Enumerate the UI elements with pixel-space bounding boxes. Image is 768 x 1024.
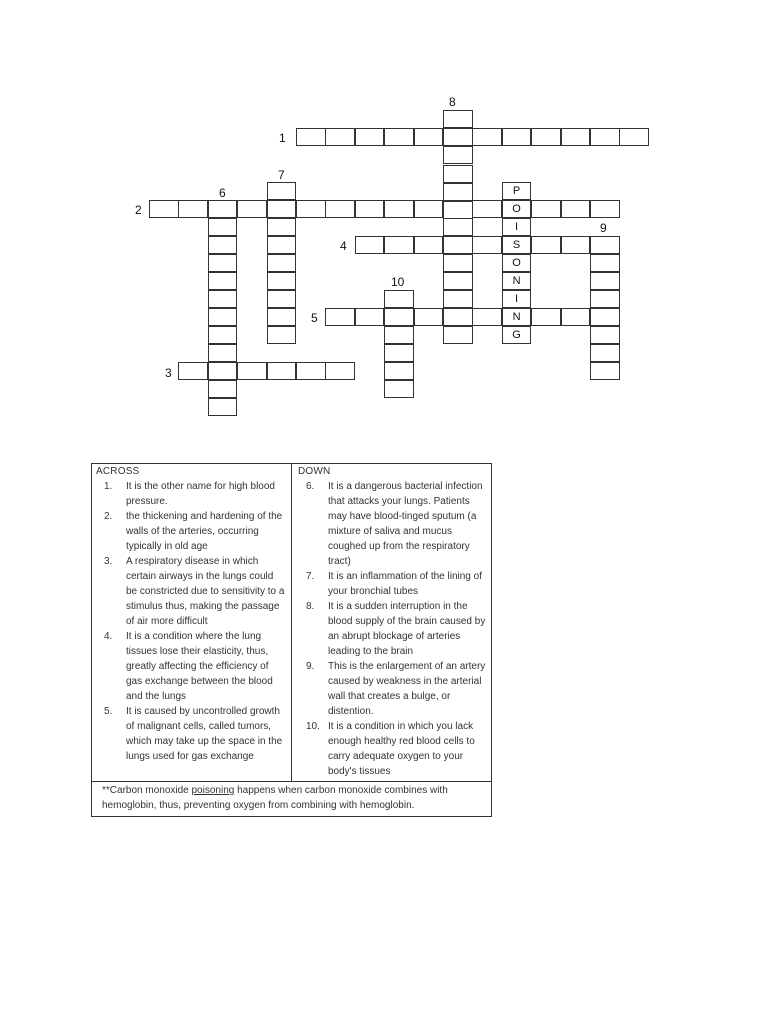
- clue-number: 10.: [306, 721, 320, 732]
- crossword-cell: [384, 326, 414, 344]
- row-divider: [92, 781, 491, 782]
- down-clue-9: [298, 659, 486, 719]
- crossword-cell: [531, 236, 561, 254]
- crossword-grid: [0, 0, 768, 430]
- clue-text: This is the enlargement of an artery caused by weakness in the arterial wall that creates a bulge, or distention.: [328, 661, 486, 717]
- footnote-underlined-word: poisoning: [191, 785, 235, 796]
- crossword-cell: [443, 201, 473, 219]
- crossword-cell: [384, 128, 414, 146]
- footnote-prefix: **Carbon monoxide: [102, 785, 192, 796]
- crossword-cell: [590, 200, 620, 218]
- crossword-cell: [443, 290, 473, 308]
- crossword-cell: [208, 254, 238, 272]
- crossword-cell: [325, 308, 355, 326]
- crossword-cell: [414, 128, 444, 146]
- clue-text: the thickening and hardening of the walls of the arteries, occurring typically in old age: [126, 511, 283, 552]
- crossword-cell: [355, 308, 385, 326]
- clue-number: 9.: [306, 661, 315, 672]
- clue-number: 7.: [306, 571, 315, 582]
- down-heading: DOWN: [298, 466, 331, 477]
- crossword-cell: [296, 128, 326, 146]
- crossword-cell: [267, 326, 297, 344]
- crossword-cell: [414, 308, 444, 326]
- crossword-cell: [208, 200, 238, 218]
- clue-text: It is the other name for high blood pressure.: [126, 481, 275, 507]
- given-letter-cell: G: [502, 326, 532, 344]
- crossword-cell: [384, 362, 414, 380]
- clue-text: A respiratory disease in which certain airways in the lungs could be constricted due to sensitivity to a stimulus thus, making the passage of air more difficult: [126, 556, 285, 627]
- across-clue-3: [96, 554, 286, 629]
- crossword-cell: [472, 308, 502, 326]
- crossword-cell: [178, 200, 208, 218]
- crossword-cell: [149, 200, 179, 218]
- crossword-cell: [443, 165, 473, 183]
- footnote: [102, 783, 486, 813]
- crossword-cell: [178, 362, 208, 380]
- crossword-cell: [208, 236, 238, 254]
- given-letter-cell: I: [502, 290, 532, 308]
- clue-text: It is a condition where the lung tissues lose their elasticity, thus, greatly affecting the efficiency of gas exchange between the blood and the lungs: [126, 631, 273, 702]
- across-clues: [96, 466, 286, 764]
- crossword-cell: [443, 218, 473, 236]
- crossword-cell: [590, 254, 620, 272]
- across-clue-1: [96, 479, 286, 509]
- across-heading: ACROSS: [96, 466, 140, 477]
- crossword-cell: [414, 200, 444, 218]
- crossword-cell: [443, 308, 473, 326]
- crossword-cell: [267, 362, 297, 380]
- crossword-cell: [384, 236, 414, 254]
- clue-number-label-6: 6: [219, 186, 226, 200]
- clue-number: 2.: [104, 511, 113, 522]
- down-clue-7: [298, 569, 486, 599]
- clue-number-label-4: 4: [340, 239, 347, 253]
- crossword-cell: [443, 236, 473, 254]
- clue-number: 8.: [306, 601, 315, 612]
- down-clue-8: [298, 599, 486, 659]
- clue-number-label-1: 1: [279, 131, 286, 145]
- crossword-cell: [590, 290, 620, 308]
- given-letter-cell: N: [502, 272, 532, 290]
- down-clue-10: [298, 719, 486, 779]
- crossword-cell: [531, 200, 561, 218]
- crossword-cell: [443, 183, 473, 201]
- crossword-cell: [590, 236, 620, 254]
- across-clue-2: [96, 509, 286, 554]
- crossword-cell: [208, 218, 238, 236]
- crossword-cell: [384, 200, 414, 218]
- crossword-cell: [472, 236, 502, 254]
- given-letter-cell: O: [502, 200, 532, 218]
- crossword-cell: [443, 146, 473, 164]
- crossword-cell: [619, 128, 649, 146]
- crossword-cell: [561, 128, 591, 146]
- clue-number: 3.: [104, 556, 113, 567]
- crossword-cell: [325, 362, 355, 380]
- clue-number: 6.: [306, 481, 315, 492]
- crossword-cell: [267, 254, 297, 272]
- crossword-cell: [208, 398, 238, 416]
- crossword-cell: [443, 272, 473, 290]
- crossword-cell: [208, 290, 238, 308]
- crossword-cell: [590, 326, 620, 344]
- crossword-cell: [590, 308, 620, 326]
- crossword-cell: [208, 326, 238, 344]
- crossword-cell: [384, 308, 414, 326]
- crossword-cell: [414, 236, 444, 254]
- crossword-cell: [296, 362, 326, 380]
- clue-number: 4.: [104, 631, 113, 642]
- down-clue-6: [298, 479, 486, 569]
- crossword-cell: [443, 128, 473, 146]
- clue-number-label-7: 7: [278, 168, 285, 182]
- crossword-cell: [355, 128, 385, 146]
- crossword-cell: [296, 200, 326, 218]
- down-clues: [298, 466, 486, 779]
- given-letter-cell: N: [502, 308, 532, 326]
- crossword-cell: [561, 236, 591, 254]
- clue-text: It is a sudden interruption in the blood supply of the brain caused by an abrupt blockage of arteries leading to the brain: [328, 601, 486, 657]
- crossword-cell: [237, 200, 267, 218]
- crossword-cell: [267, 290, 297, 308]
- column-divider: [291, 464, 292, 782]
- clue-number-label-8: 8: [449, 95, 456, 109]
- crossword-cell: [590, 128, 620, 146]
- clue-number-label-3: 3: [165, 366, 172, 380]
- crossword-cell: [472, 200, 502, 218]
- crossword-cell: [384, 380, 414, 398]
- footnote-suffix: happens when carbon monoxide combines with hemoglobin, thus, preventing oxygen from combining with hemoglobin.: [102, 785, 448, 811]
- given-letter-cell: S: [502, 236, 532, 254]
- clue-text: It is an inflammation of the lining of your bronchial tubes: [328, 571, 482, 597]
- crossword-cell: [208, 308, 238, 326]
- clue-text: It is caused by uncontrolled growth of malignant cells, called tumors, which may take up the space in the lungs used for gas exchange: [126, 706, 283, 762]
- crossword-cell: [267, 182, 297, 200]
- clue-number-label-5: 5: [311, 311, 318, 325]
- crossword-cell: [531, 308, 561, 326]
- crossword-cell: [502, 128, 532, 146]
- crossword-cell: [208, 272, 238, 290]
- across-clue-4: [96, 629, 286, 704]
- clue-number-label-10: 10: [391, 275, 405, 289]
- crossword-cell: [443, 110, 473, 128]
- crossword-cell: [531, 128, 561, 146]
- crossword-cell: [325, 200, 355, 218]
- crossword-cell: [355, 236, 385, 254]
- crossword-cell: [325, 128, 355, 146]
- given-letter-cell: I: [502, 218, 532, 236]
- given-letter-cell: O: [502, 254, 532, 272]
- crossword-cell: [472, 128, 502, 146]
- crossword-cell: [208, 362, 238, 380]
- clue-table: [91, 463, 492, 817]
- given-letter-cell: P: [502, 182, 532, 200]
- crossword-cell: [384, 344, 414, 362]
- crossword-cell: [443, 254, 473, 272]
- crossword-cell: [267, 308, 297, 326]
- crossword-cell: [355, 200, 385, 218]
- crossword-cell: [267, 218, 297, 236]
- crossword-cell: [237, 362, 267, 380]
- clue-text: It is a dangerous bacterial infection that attacks your lungs. Patients may have blood-tinged sputum (a mixture of saliva and mucus coughed up from the respiratory tract): [328, 481, 483, 567]
- crossword-cell: [590, 362, 620, 380]
- crossword-cell: [443, 326, 473, 344]
- crossword-cell: [561, 308, 591, 326]
- clue-number: 1.: [104, 481, 113, 492]
- clue-number-label-9: 9: [600, 221, 607, 235]
- crossword-cell: [267, 200, 297, 218]
- crossword-cell: [384, 290, 414, 308]
- clue-text: It is a condition in which you lack enough healthy red blood cells to carry adequate oxygen to your body's tissues: [328, 721, 475, 777]
- crossword-cell: [267, 272, 297, 290]
- clue-number: 5.: [104, 706, 113, 717]
- crossword-cell: [267, 236, 297, 254]
- crossword-cell: [590, 344, 620, 362]
- crossword-cell: [590, 272, 620, 290]
- crossword-cell: [208, 380, 238, 398]
- crossword-cell: [561, 200, 591, 218]
- crossword-cell: [208, 344, 238, 362]
- across-clue-5: [96, 704, 286, 764]
- clue-number-label-2: 2: [135, 203, 142, 217]
